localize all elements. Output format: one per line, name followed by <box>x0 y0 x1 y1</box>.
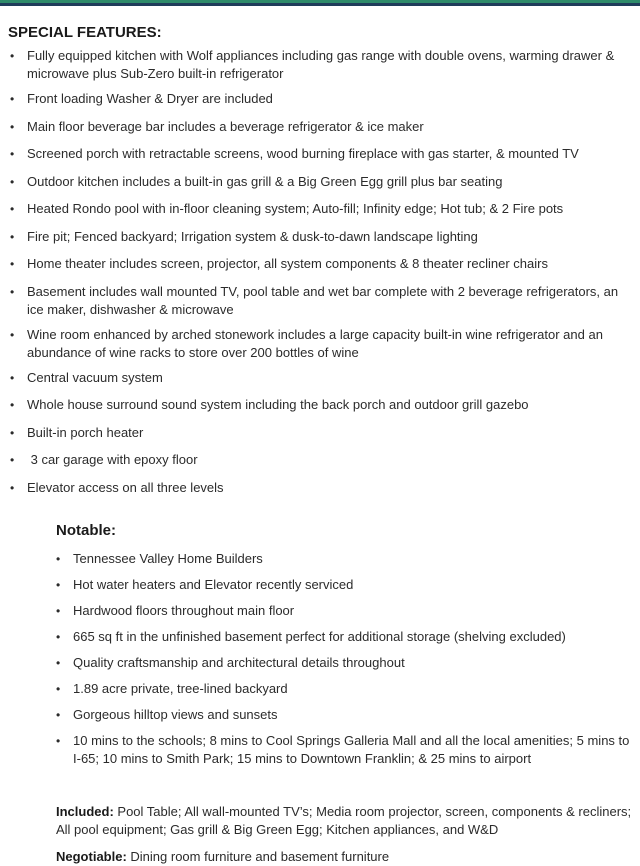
bullet-icon: • <box>56 708 61 722</box>
list-item <box>10 90 638 108</box>
list-item-text: 3 car garage with epoxy floor <box>27 452 198 467</box>
bullet-icon: • <box>10 480 15 495</box>
bullet-icon: • <box>10 370 15 385</box>
bullet-icon: • <box>10 327 15 342</box>
bullet-icon: • <box>56 630 61 644</box>
bullet-icon: • <box>56 656 61 670</box>
list-item <box>10 396 638 414</box>
list-item-text: 1.89 acre private, tree-lined backyard <box>73 681 288 696</box>
list-item-text: 665 sq ft in the unfinished basement perfect for additional storage (shelving excluded) <box>73 629 566 644</box>
bullet-icon: • <box>56 552 61 566</box>
list-item <box>10 255 638 273</box>
notable-heading: Notable: <box>56 522 116 539</box>
list-item-text: Home theater includes screen, projector, all system components & 8 theater recliner chairs <box>27 256 548 271</box>
list-item <box>10 228 638 246</box>
list-item <box>10 326 638 362</box>
list-item-text: Front loading Washer & Dryer are included <box>27 91 273 106</box>
negotiable-text: Dining room furniture and basement furniture <box>126 849 390 864</box>
negotiable-label: Negotiable: <box>56 849 127 864</box>
included-label: Included: <box>56 804 114 819</box>
list-item-text: Fire pit; Fenced backyard; Irrigation system & dusk-to-dawn landscape lighting <box>27 228 478 244</box>
list-item-text: Outdoor kitchen includes a built-in gas grill & a Big Green Egg grill plus bar seating <box>27 173 503 189</box>
bullet-icon: • <box>10 229 15 244</box>
list-item-text: Whole house surround sound system including the back porch and outdoor grill gazebo <box>27 397 529 412</box>
list-item-text: Fully equipped kitchen with Wolf appliances including gas range with double ovens, warming drawer & microwave plus Sub-Zero built-in refrigerator <box>27 48 615 81</box>
list-item <box>10 145 638 163</box>
list-item-text: Built-in porch heater <box>27 424 144 440</box>
bullet-icon: • <box>10 49 15 63</box>
list-item <box>10 47 638 83</box>
bullet-icon: • <box>10 398 15 412</box>
list-item-text: Hardwood floors throughout main floor <box>73 603 295 618</box>
bullet-icon: • <box>10 119 15 134</box>
bullet-icon: • <box>10 174 15 189</box>
bullet-icon: • <box>10 147 15 161</box>
list-item-text: Gorgeous hilltop views and sunsets <box>73 707 278 722</box>
list-item <box>10 118 638 136</box>
list-item-text: Heated Rondo pool with in-floor cleaning system; Auto-fill; Infinity edge; Hot tub; & 2 Fire pots <box>27 201 564 216</box>
bullet-icon: • <box>10 284 15 299</box>
list-item <box>10 369 638 387</box>
list-item-text: 10 mins to the schools; 8 mins to Cool Springs Galleria Mall and all the local amenities; 5 mins to I-65; 10 mins to Smith Park; 15 mins to Downtown Franklin; & 25 mins to airport <box>73 733 630 766</box>
list-item <box>56 706 638 724</box>
list-item-text: Central vacuum system <box>27 369 163 385</box>
list-item <box>56 628 638 646</box>
list-item <box>56 654 638 672</box>
bullet-icon: • <box>10 425 15 440</box>
bullet-icon: • <box>10 202 15 216</box>
bullet-icon: • <box>10 92 15 106</box>
list-item-text: Screened porch with retractable screens, wood burning fireplace with gas starter, & mounted TV <box>27 146 579 161</box>
list-item <box>56 576 638 594</box>
list-item-text: Main floor beverage bar includes a beverage refrigerator & ice maker <box>27 118 424 134</box>
included-text: Pool Table; All wall-mounted TV’s; Media room projector, screen, components & recliners; All pool equipment; Gas grill & Big Green Egg; Kitchen appliances, and W&D <box>56 804 632 837</box>
bullet-icon: • <box>56 604 61 618</box>
special-features-heading: SPECIAL FEATURES: <box>8 24 162 41</box>
list-item <box>10 479 638 497</box>
included-paragraph <box>56 803 636 839</box>
features-list <box>10 47 638 506</box>
list-item <box>56 680 638 698</box>
negotiable-paragraph <box>56 848 636 866</box>
notable-list <box>56 550 638 774</box>
list-item <box>10 200 638 218</box>
list-item <box>10 283 638 319</box>
list-item-text: Quality craftsmanship and architectural details throughout <box>73 655 405 670</box>
bullet-icon: • <box>56 578 61 592</box>
list-item-text: Basement includes wall mounted TV, pool table and wet bar complete with 2 beverage refrigerators, an ice maker, dishwasher & microwave <box>27 283 619 317</box>
bullet-icon: • <box>10 257 15 271</box>
list-item <box>56 732 638 768</box>
list-item-text: Wine room enhanced by arched stonework includes a large capacity built-in wine refrigerator and an abundance of wine racks to store over 200 bottles of wine <box>27 326 603 360</box>
bullet-icon: • <box>56 682 61 696</box>
list-item <box>10 424 638 442</box>
list-item <box>10 173 638 191</box>
list-item <box>56 602 638 620</box>
list-item <box>10 451 638 469</box>
list-item-text: Elevator access on all three levels <box>27 479 224 495</box>
list-item-text: Hot water heaters and Elevator recently serviced <box>73 577 354 592</box>
bullet-icon: • <box>56 734 61 748</box>
list-item-text: Tennessee Valley Home Builders <box>73 551 263 566</box>
bullet-icon: • <box>10 453 15 467</box>
top-accent-bar-navy <box>0 3 640 6</box>
list-item <box>56 550 638 568</box>
